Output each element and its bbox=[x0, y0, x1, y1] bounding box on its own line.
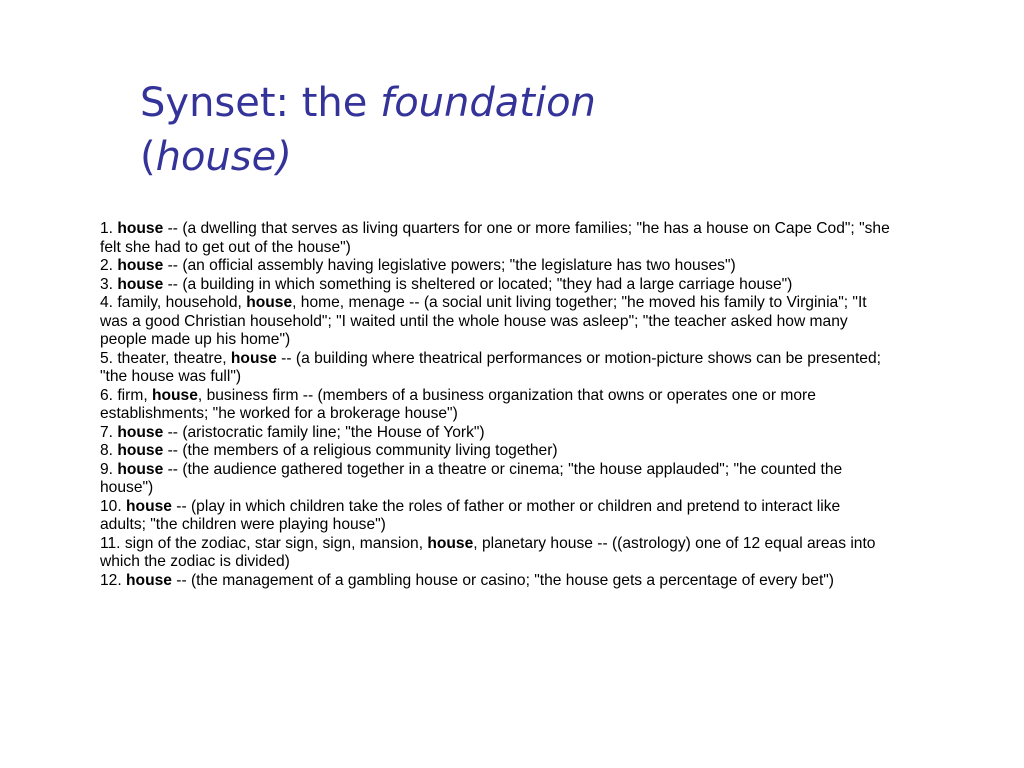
title-prefix: Synset: the bbox=[140, 80, 381, 126]
synset-entry bbox=[100, 461, 890, 498]
entry-headword: house bbox=[427, 534, 474, 552]
entry-gloss: -- (the members of a religious community living together) bbox=[163, 442, 558, 459]
synset-entry bbox=[100, 350, 890, 387]
entry-headword: house bbox=[117, 460, 164, 478]
entry-headword: house bbox=[126, 571, 172, 589]
entry-prefix: 9. bbox=[100, 460, 118, 478]
entry-headword: house bbox=[126, 497, 172, 515]
synset-list bbox=[100, 220, 890, 590]
entry-headword: house bbox=[246, 294, 293, 311]
entry-gloss: -- (a dwelling that serves as living quarters for one or more families; "he has a house on Cape Cod"; "she felt she had to get out of the house") bbox=[100, 220, 890, 256]
entry-prefix: 5. theater, theatre, bbox=[100, 349, 231, 367]
slide-title bbox=[140, 76, 840, 184]
synset-entry bbox=[100, 276, 890, 295]
synset-entry bbox=[100, 294, 890, 350]
entry-gloss: -- (aristocratic family line; "the House of York") bbox=[163, 423, 485, 441]
entry-gloss: -- (the management of a gambling house or casino; "the house gets a percentage of every bet") bbox=[171, 571, 835, 589]
entry-gloss: , business firm -- (members of a business organization that owns or operates one or more establishments; "he worked for a brokerage house") bbox=[100, 386, 816, 422]
entry-headword: house bbox=[230, 349, 277, 367]
entry-prefix: 12. bbox=[100, 571, 127, 589]
entry-gloss: -- (the audience gathered together in a theatre or cinema; "the house applauded"; "he counted the house") bbox=[100, 460, 843, 496]
entry-prefix: 1. bbox=[100, 220, 118, 237]
synset-entry bbox=[100, 498, 890, 535]
entry-prefix: 7. bbox=[100, 423, 118, 441]
title-paren-open: ( bbox=[140, 134, 156, 180]
entry-gloss: , home, menage -- (a social unit living together; "he moved his family to Virginia"; "It was a good Christian household"; "I waited until the whole house was asleep"; "the teacher asked how many people made up his home") bbox=[100, 294, 867, 348]
synset-entry bbox=[100, 535, 890, 572]
synset-entry bbox=[100, 257, 890, 276]
synset-entry bbox=[100, 387, 890, 424]
entry-gloss: -- (an official assembly having legislative powers; "the legislature has two houses") bbox=[163, 257, 736, 274]
entry-prefix: 10. bbox=[100, 497, 127, 515]
entry-prefix: 6. firm, bbox=[100, 386, 152, 404]
entry-headword: house bbox=[151, 386, 198, 404]
synset-entry bbox=[100, 220, 890, 257]
entry-prefix: 3. bbox=[100, 275, 118, 293]
synset-entry bbox=[100, 572, 890, 591]
synset-entry bbox=[100, 424, 890, 443]
entry-gloss: , planetary house -- ((astrology) one of 12 equal areas into which the zodiac is divided) bbox=[100, 534, 876, 570]
entry-prefix: 4. family, household, bbox=[100, 294, 247, 311]
entry-headword: house bbox=[117, 257, 164, 274]
entry-gloss: -- (play in which children take the roles of father or mother or children and pretend to interact like adults; "the children were playing house") bbox=[100, 497, 841, 533]
entry-headword: house bbox=[117, 423, 164, 441]
title-term: house) bbox=[155, 134, 292, 180]
synset-entry bbox=[100, 442, 890, 461]
entry-headword: house bbox=[117, 275, 164, 293]
entry-headword: house bbox=[117, 442, 164, 459]
entry-gloss: -- (a building where theatrical performances or motion-picture shows can be presented; "the house was full") bbox=[100, 349, 881, 385]
title-word: foundation bbox=[380, 80, 596, 126]
entry-prefix: 2. bbox=[100, 257, 118, 274]
entry-prefix: 8. bbox=[100, 442, 118, 459]
entry-prefix: 11. sign of the zodiac, star sign, sign, mansion, bbox=[100, 534, 428, 552]
entry-gloss: -- (a building in which something is sheltered or located; "they had a large carriage house") bbox=[163, 275, 793, 293]
entry-headword: house bbox=[117, 220, 164, 237]
